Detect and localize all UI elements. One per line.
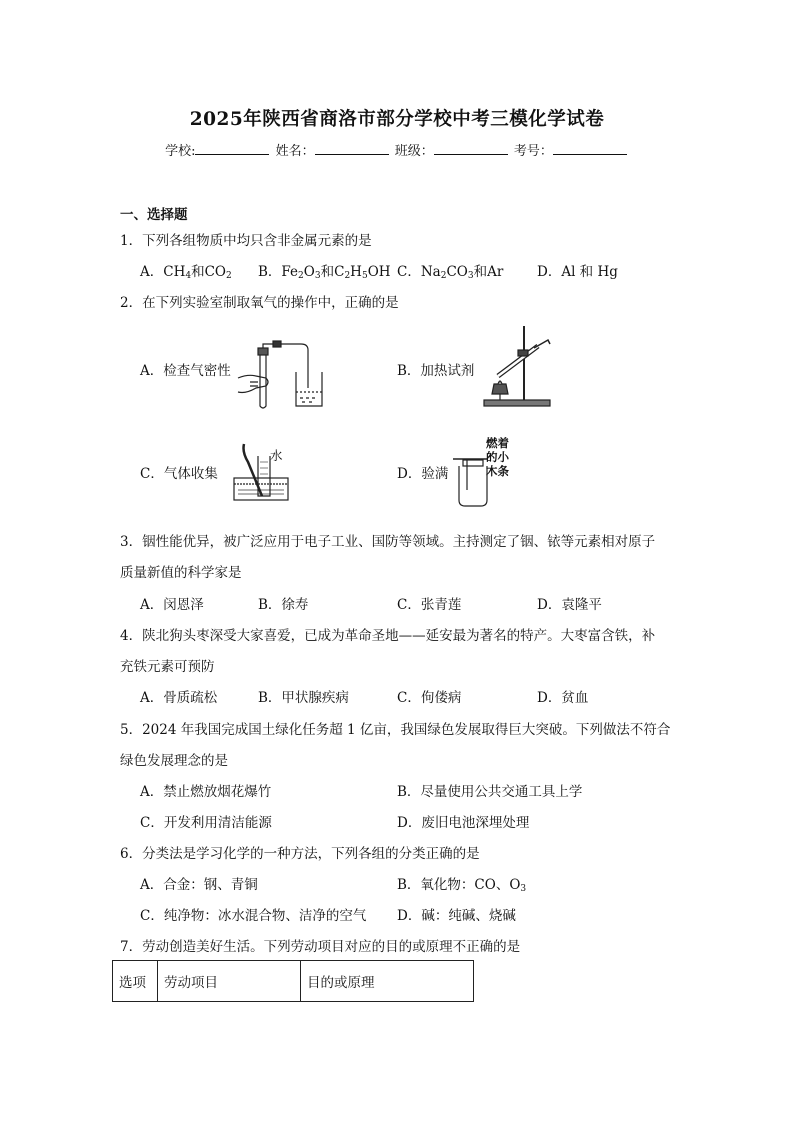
q4-option-d: D．贫血: [537, 690, 589, 706]
q6-option-d: D．碱：纯碱、烧碱: [397, 908, 516, 924]
student-info-line: [0, 140, 794, 159]
number-blank[interactable]: [553, 141, 627, 155]
q5-stem-line2: 绿色发展理念的是: [120, 753, 228, 769]
q6-option-a: A．合金：钢、青铜: [140, 877, 258, 893]
q5-option-b: B．尽量使用公共交通工具上学: [397, 784, 583, 800]
page-title: 2025年陕西省商洛市部分学校中考三模化学试卷: [189, 109, 605, 130]
table-header-cell: 选项: [113, 961, 158, 1002]
q2-stem: 2．在下列实验室制取氧气的操作中，正确的是: [120, 295, 399, 311]
q7-stem: 7．劳动创造美好生活。下列劳动项目对应的目的或原理不正确的是: [120, 939, 521, 955]
table-header-cell: 劳动项目: [158, 961, 301, 1002]
q6-option-c: C．纯净物：冰水混合物、洁净的空气: [140, 908, 367, 924]
q1-option-a: A．$CH_4$和$CO_2$: [140, 264, 232, 281]
q2-option-a: A．检查气密性: [140, 363, 231, 379]
q3-stem-line1: 3．铟性能优异，被广泛应用于电子工业、国防等领域。主持测定了铟、铱等元素相对原子: [120, 534, 656, 550]
class-blank[interactable]: [434, 141, 508, 155]
q3-option-d: D．袁隆平: [537, 597, 602, 613]
table-header-cell: 目的或原理: [301, 961, 474, 1002]
burning-stick-label: 燃着 的小 木条: [486, 436, 509, 478]
q4-option-c: C．佝偻病: [397, 690, 462, 706]
q5-stem-line1: 5．2024 年我国完成国土绿化任务超 1 亿亩，我国绿色发展取得巨大突破。下列做法不符合: [120, 722, 671, 738]
heating-reagent-figure: [478, 322, 568, 412]
name-label: 姓名：: [275, 144, 315, 159]
q5-option-c: C．开发利用清洁能源: [140, 815, 272, 831]
gas-collection-figure: [232, 442, 292, 504]
name-blank[interactable]: [315, 141, 389, 155]
q7-table: [112, 960, 474, 1002]
section-heading: 一、选择题: [120, 207, 188, 223]
airtightness-check-figure: [236, 336, 336, 411]
q1-option-d: D．Al 和 Hg: [537, 264, 618, 280]
q2-option-c: C．气体收集: [140, 466, 218, 482]
q3-option-b: B．徐寿: [258, 597, 309, 613]
q4-stem-line1: 4．陕北狗头枣深受大家喜爱，已成为革命圣地——延安最为著名的特产。大枣富含铁，补: [120, 628, 656, 644]
number-label: 考号：: [513, 144, 553, 159]
q2-option-b: B．加热试剂: [397, 363, 475, 379]
water-label: 水: [270, 448, 283, 463]
q6-option-b: B．氧化物：CO、$O_3$: [397, 877, 527, 894]
q2-option-d: D．验满: [397, 466, 449, 482]
q4-option-a: A．骨质疏松: [140, 690, 218, 706]
q4-stem-line2: 充铁元素可预防: [120, 659, 215, 675]
class-label: 班级：: [394, 144, 434, 159]
q1-option-b: B．$Fe_2O_3$和$C_2H_5OH$: [258, 264, 391, 281]
q4-option-b: B．甲状腺疾病: [258, 690, 349, 706]
q6-stem: 6．分类法是学习化学的一种方法，下列各组的分类正确的是: [120, 846, 480, 862]
q5-option-d: D．废旧电池深埋处理: [397, 815, 530, 831]
q3-stem-line2: 质量新值的科学家是: [120, 565, 242, 581]
q1-option-c: C．$Na_2CO_3$和Ar: [397, 264, 504, 281]
school-blank[interactable]: [195, 141, 269, 155]
table-row: [113, 961, 474, 1002]
q3-option-a: A．闵恩泽: [140, 597, 204, 613]
q3-option-c: C．张青莲: [397, 597, 462, 613]
q5-option-a: A．禁止燃放烟花爆竹: [140, 784, 272, 800]
q1-stem: 1．下列各组物质中均只含非金属元素的是: [120, 233, 372, 249]
school-label: 学校:: [165, 144, 196, 159]
